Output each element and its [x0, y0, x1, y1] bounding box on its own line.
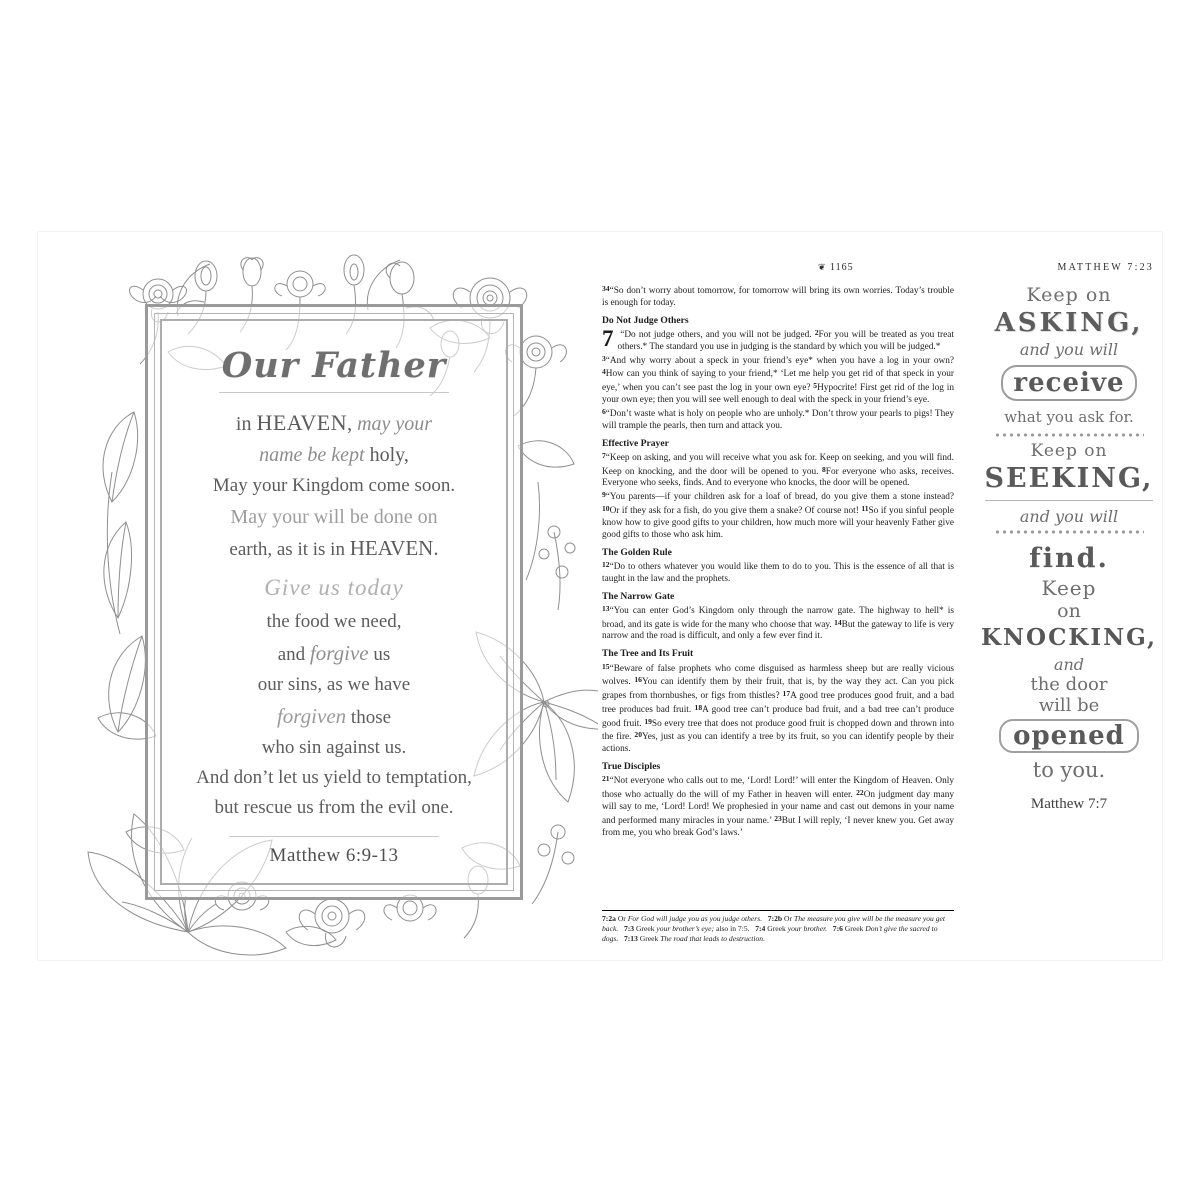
verse-paragraph: $^{34}$“So don’t worry about tomorrow, for tomorrow will bring its own worries. Today’s trouble is enough for today. — [602, 284, 954, 308]
verse-line-2 — [174, 441, 494, 469]
art-line-keep-on-1: Keep on — [1026, 284, 1112, 306]
art-line-receive: receive — [1001, 365, 1136, 401]
verse-title: Our Father — [221, 345, 447, 386]
right-page — [598, 232, 1162, 960]
verse-line-13: but rescue us from the evil one. — [214, 796, 454, 818]
art-line-find: find. — [1029, 543, 1109, 574]
verse-paragraph: $^7$“Keep on asking, and you will receive what you ask for. Keep on seeking, and you will find. Keep on knocking, and the door will be opened to you. $^8$For everyone who asks, receives. Everyone who seeks, finds. And to everyone who knocks, the door will be opened. — [602, 450, 954, 489]
verse-line-2-ital: name be kept — [259, 444, 365, 467]
page-number-value: 1165 — [830, 262, 854, 273]
footnotes: 7:2a Or For God will judge you as you judge others. 7:2b Or The measure you give will be the measure you get back. 7:3 Greek your brother’s eye; also in 7:5. 7:4 Greek your brother. 7:6 Greek Don’t give the sacred to dogs. 7:13 Greek The road that leads to destruction. — [602, 910, 954, 944]
art-line-on: on — [1057, 600, 1081, 622]
art-line-and-you-will-1: and you will — [1019, 340, 1119, 359]
art-line-what-you-ask-for: what you ask for. — [1004, 408, 1134, 426]
verse-line-1-ital: may your — [357, 413, 433, 435]
chapter-number: 7 — [602, 325, 614, 351]
verse-line-1-b: , — [347, 413, 358, 435]
verse-line-5-a: earth, as it is in — [229, 539, 350, 561]
verse-line-8-a: and — [277, 643, 310, 665]
section-heading: The Narrow Gate — [602, 590, 675, 602]
verse-line-1 — [174, 407, 494, 438]
verse-paragraph: $^{13}$“You can enter God’s Kingdom only through the narrow gate. The highway to hell* is broad, and its gate is wide for the many who choose that way. $^{14}$But the gateway to life is very narrow and the road is difficult, and only a few ever find it. — [602, 603, 954, 642]
ornament-icon: ❦ — [818, 262, 827, 272]
section-heading: The Golden Rule — [602, 546, 672, 558]
art-line-asking: ASKING, — [994, 308, 1144, 338]
reference-divider — [229, 836, 439, 837]
dotted-divider-2 — [994, 529, 1144, 535]
page-header — [598, 262, 1162, 278]
art-line-opened: opened — [999, 719, 1139, 753]
verse-reference: Matthew 6:9-13 — [269, 844, 399, 866]
art-line-seeking: SEEKING, — [984, 463, 1154, 494]
verse-line-1-a: in — [235, 413, 257, 435]
verse-line-4: May your will be done on — [230, 505, 438, 528]
section-heading: The Tree and Its Fruit — [602, 648, 694, 660]
art-line-and: and — [1053, 655, 1085, 674]
verse-line-10-b: those — [346, 706, 392, 728]
verse-line-2-b: holy, — [364, 444, 409, 467]
section-heading: Effective Prayer — [602, 437, 669, 449]
verse-line-7: the food we need, — [266, 610, 402, 632]
verse-line-6: Give us today — [264, 575, 404, 601]
art-line-will-be: will be — [1038, 695, 1100, 716]
verse-line-3: May your Kingdom come soon. — [212, 474, 456, 496]
bible-text-column — [602, 284, 954, 839]
verse-line-8-b: us — [368, 643, 391, 665]
verse-line-12: And don’t let us yield to temptation, — [196, 766, 472, 788]
left-page — [38, 232, 598, 960]
verse-line-8 — [174, 639, 494, 669]
chapter-opening-paragraph: 7 “Do not judge others, and you will not be judged. $^2$For you will be treated as you treat others.* The standard you use in judging is the standard by which you will be judged.* — [602, 325, 954, 352]
page-number — [818, 262, 854, 273]
verse-paragraph: $^3$“And why worry about a speck in your friend’s eye* when you have a log in your own? $^4$How can you think of saying to your friend,* ‘Let me help you get rid of that speck in your eye,’ when you can’t see past the log in your own eye? $^5$Hypocrite! First get rid of the log in your own eye; then you will see well enough to deal with the speck in your friend’s eye. — [602, 353, 954, 405]
verse-line-9: our sins, as we have — [257, 673, 411, 695]
verse-paragraph: $^9$“You parents—if your children ask for a loaf of bread, do you give them a stone instead? $^{10}$Or if they ask for a fish, do you give them a snake? Of course not! $^{11}$So if you sinful people know how to give good gifts to your children, how much more will your heavenly Father give good gifts to those who ask him. — [602, 490, 954, 540]
art-line-the-door: the door — [1030, 674, 1108, 695]
running-head: MATTHEW 7:23 — [1057, 262, 1154, 273]
dotted-divider-1 — [994, 432, 1144, 438]
verse-line-8-ital: forgive — [309, 640, 369, 665]
scripture-art-column — [980, 280, 1158, 926]
verse-paragraph: $^6$“Don’t waste what is holy on people who are unholy.* Don’t throw your pearls to pigs! They will trample the pearls, then turn and attack you. — [602, 406, 954, 431]
art-line-keep: Keep — [1041, 576, 1097, 600]
verse-paragraph: $^{21}$“Not everyone who calls out to me, ‘Lord! Lord!’ will enter the Kingdom of Heaven. Only those who actually do the will of my Father in heaven will enter. $^{22}$On judgment day many will say to me, ‘Lord! Lord! We prophesied in your name and cast out demons in your name and performed many miracles in your name.’ $^{23}$But I will reply, ‘I never knew you. Get away from me, you who break God’s laws.’ — [602, 774, 955, 838]
verse-paragraph: $^{12}$“Do to others whatever you would like them to do to you. This is the essence of all that is taught in the law and the prophets. — [602, 559, 954, 584]
thin-divider-1 — [985, 500, 1153, 501]
art-line-keep-on-2: Keep on — [1030, 441, 1108, 461]
verse-line-10-ital: forgiven — [276, 703, 347, 728]
verse-line-5-caps: HEAVEN. — [349, 536, 439, 561]
art-line-to-you: to you. — [1032, 758, 1106, 782]
verse-line-10 — [174, 702, 494, 732]
verse-line-11: who sin against us. — [261, 736, 407, 758]
section-heading: True Disciples — [602, 761, 661, 773]
verse-line-1-caps: HEAVEN — [256, 410, 348, 435]
art-line-knocking: KNOCKING, — [981, 624, 1157, 651]
title-divider — [219, 392, 449, 393]
art-line-and-you-will-2: and you will — [1019, 507, 1119, 526]
verse-frame-inner — [160, 319, 508, 885]
section-heading: Do Not Judge Others — [602, 314, 689, 326]
verse-line-5 — [174, 534, 494, 564]
art-reference: Matthew 7:7 — [1030, 796, 1108, 812]
book-spread — [38, 232, 1162, 960]
verse-frame — [145, 304, 523, 900]
verse-paragraph: $^{15}$“Beware of false prophets who come disguised as harmless sheep but are really vicious wolves. $^{16}$You can identify them by their fruit, that is, by the way they act. Can you pick grapes from thornbushes, or figs from thistles? $^{17}$A good tree produces good fruit, and a bad tree produces bad fruit. $^{18}$A good tree can’t produce bad fruit, and a bad tree can’t produce good fruit. $^{19}$So every tree that does not produce good fruit is chopped down and thrown into the fire. $^{20}$Yes, just as you can identify a tree by its fruit, so you can identify people by their actions. — [602, 661, 955, 755]
